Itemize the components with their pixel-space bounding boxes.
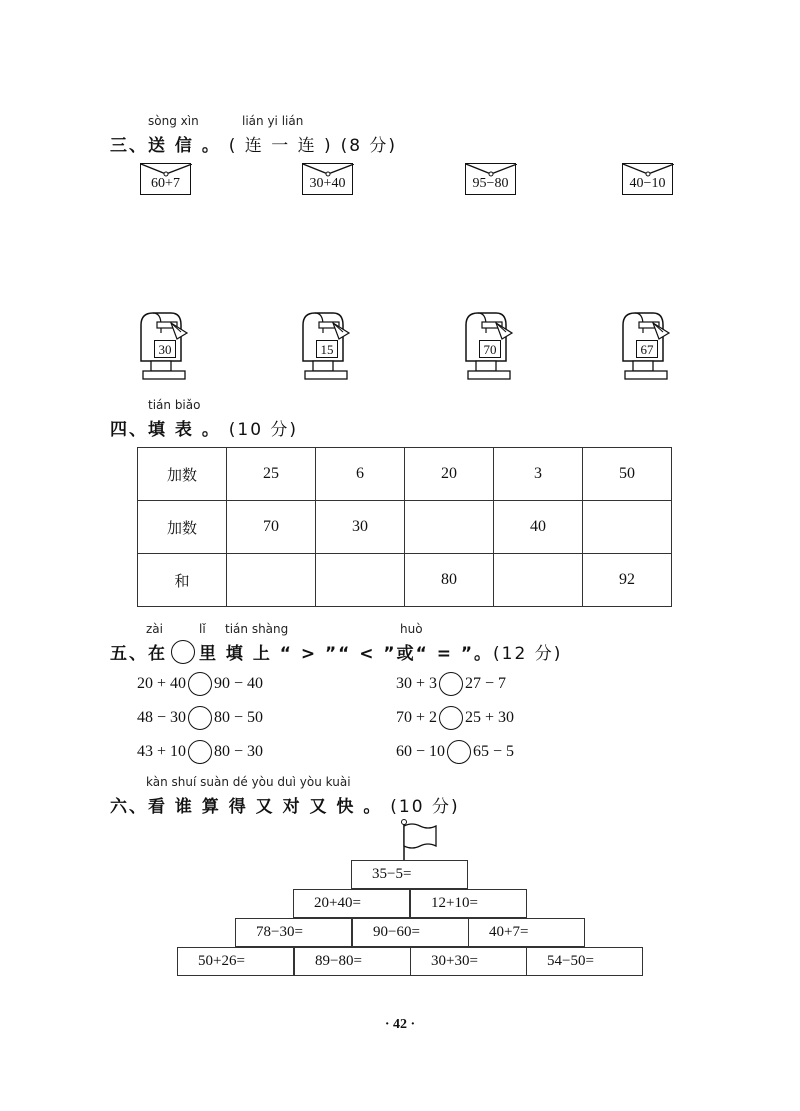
comparison-left: 20 + 40 [137, 675, 187, 692]
pinyin-li: lǐ [199, 622, 206, 636]
pyramid-cell[interactable]: 35−5= [351, 860, 468, 889]
comparison-right: 27 − 7 [465, 675, 507, 692]
table-cell: 40 [494, 501, 583, 554]
comparison-left: 48 − 30 [137, 709, 187, 726]
page-number: · 42 · [384, 1017, 416, 1032]
comparison-item [396, 706, 514, 730]
envelope-3[interactable] [465, 163, 516, 195]
table-cell: 3 [494, 448, 583, 501]
pinyin-songxin: sòng xìn [148, 114, 199, 128]
table-cell: 70 [227, 501, 316, 554]
envelope-2[interactable] [302, 163, 353, 195]
mailbox-2[interactable] [299, 309, 359, 385]
row-header: 加数 [138, 448, 227, 501]
pyramid-cell[interactable]: 78−30= [235, 918, 352, 947]
section5-heading [110, 639, 562, 664]
comparison-left: 30 + 3 [396, 675, 438, 692]
comparison-right: 80 − 30 [214, 743, 264, 760]
section6-score: (10 分) [390, 797, 460, 817]
section3-heading [110, 131, 397, 156]
blank-answer-cell[interactable] [227, 554, 316, 607]
table-cell: 6 [316, 448, 405, 501]
addition-table [137, 447, 672, 607]
comparison-item [137, 740, 263, 764]
blank-answer-cell[interactable] [494, 554, 583, 607]
mailbox-number: 67 [636, 340, 658, 358]
mailbox-3[interactable] [462, 309, 522, 385]
section6-title: 六、看 谁 算 得 又 对 又 快 。 [110, 797, 383, 817]
mailbox-number: 15 [316, 340, 338, 358]
comparison-item [396, 740, 514, 764]
table-cell: 25 [227, 448, 316, 501]
mailbox-number: 30 [154, 340, 176, 358]
envelope-1[interactable] [140, 163, 191, 195]
pinyin-tianshang: tián shàng [225, 622, 289, 636]
pyramid-cell[interactable]: 40+7= [468, 918, 585, 947]
table-cell: 30 [316, 501, 405, 554]
comparison-right: 90 − 40 [214, 675, 264, 692]
comparison-right: 65 − 5 [473, 743, 515, 760]
mailbox-number: 70 [479, 340, 501, 358]
comparison-right: 25 + 30 [465, 709, 515, 726]
table-cell: 20 [405, 448, 494, 501]
flag-icon [396, 818, 440, 862]
comparison-item [396, 672, 506, 696]
answer-circle[interactable] [188, 672, 212, 696]
section3-score: (8 分) [340, 136, 398, 156]
answer-circle[interactable] [439, 706, 463, 730]
comparison-left: 43 + 10 [137, 743, 187, 760]
section3-subtitle: ( 连 一 连 ) [228, 136, 333, 156]
envelope-expression: 30+40 [309, 176, 346, 191]
envelope-expression: 95−80 [472, 176, 509, 191]
row-header: 和 [138, 554, 227, 607]
row-header: 加数 [138, 501, 227, 554]
blank-answer-cell[interactable] [583, 501, 672, 554]
pyramid-cell[interactable]: 12+10= [410, 889, 527, 918]
envelope-4[interactable] [622, 163, 673, 195]
blank-answer-cell[interactable] [405, 501, 494, 554]
pinyin-tianbiao: tián biǎo [148, 398, 201, 412]
circle-icon [171, 640, 195, 664]
section5-score: (12 分) [493, 644, 563, 664]
pinyin-zai: zài [146, 622, 163, 636]
pinyin-huo: huò [400, 622, 423, 636]
envelope-expression: 60+7 [151, 176, 180, 191]
answer-circle[interactable] [439, 672, 463, 696]
table-row [138, 501, 672, 554]
pyramid-cell[interactable]: 30+30= [410, 947, 527, 976]
table-row [138, 448, 672, 501]
mailbox-1[interactable] [137, 309, 197, 385]
comparison-left: 60 − 10 [396, 743, 446, 760]
section4-title: 四、填 表 。 [110, 420, 221, 440]
table-cell: 92 [583, 554, 672, 607]
answer-circle[interactable] [188, 706, 212, 730]
table-cell: 80 [405, 554, 494, 607]
blank-answer-cell[interactable] [316, 554, 405, 607]
envelope-expression: 40−10 [629, 176, 666, 191]
section4-heading [110, 415, 298, 440]
section4-score: (10 分) [228, 420, 299, 440]
pyramid-cell[interactable]: 50+26= [177, 947, 294, 976]
section5-title-rest: 里 填 上 “ > ”“ < ”或“ = ”。 [199, 644, 494, 664]
table-row [138, 554, 672, 607]
pyramid-cell[interactable]: 89−80= [294, 947, 411, 976]
comparison-item [137, 672, 263, 696]
section6-heading [110, 792, 460, 817]
pinyin-lianyilian: lián yi lián [242, 114, 304, 128]
comparison-left: 70 + 2 [396, 709, 438, 726]
pyramid-cell[interactable]: 54−50= [526, 947, 643, 976]
section5-title-start: 五、在 [110, 644, 167, 664]
comparison-right: 80 − 50 [214, 709, 264, 726]
section3-title: 三、送 信 。 [110, 136, 221, 156]
pyramid-cell[interactable]: 90−60= [352, 918, 469, 947]
pinyin-kanshui: kàn shuí suàn dé yòu duì yòu kuài [146, 775, 351, 789]
table-cell: 50 [583, 448, 672, 501]
answer-circle[interactable] [188, 740, 212, 764]
comparison-item [137, 706, 263, 730]
answer-circle[interactable] [447, 740, 471, 764]
pyramid-cell[interactable]: 20+40= [293, 889, 410, 918]
mailbox-4[interactable] [619, 309, 679, 385]
